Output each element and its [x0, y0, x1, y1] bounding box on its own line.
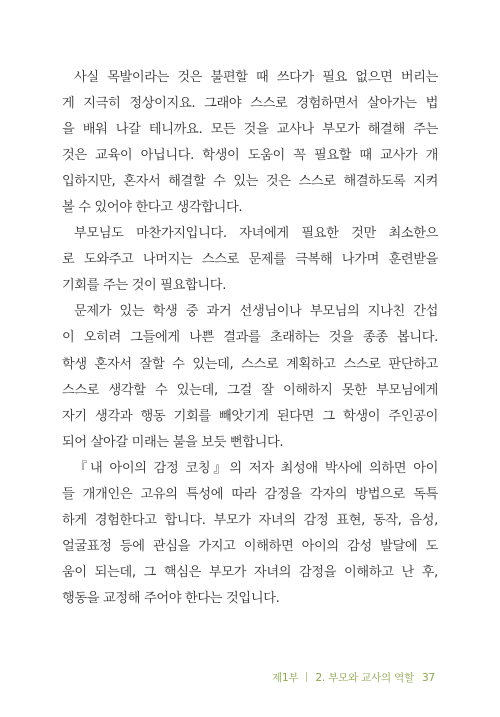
- text-line: 기회를 주는 것이 필요합니다.: [62, 278, 227, 294]
- text-line: 스스로 생각할 수 있는데, 그걸 잘 이해하지 못한 부모님에게: [62, 382, 438, 398]
- page-number: 37: [422, 672, 435, 684]
- text-line: 볼 수 있어야 한다고 생각합니다.: [62, 200, 243, 216]
- text-line: 부모님도 마찬가지입니다. 자녀에게 필요한 것만 최소한으: [74, 226, 438, 242]
- text-line: 것은 교육이 아닙니다. 학생이 도움이 꼭 필요할 때 교사가 개: [62, 148, 438, 164]
- page-footer: [272, 670, 435, 685]
- text-line: 움이 되는데, 그 핵심은 부모가 자녀의 감정을 이해하고 난 후,: [62, 564, 438, 580]
- footer-divider: [306, 672, 307, 682]
- text-line: 로 도와주고 나머지는 스스로 문제를 극복해 나가며 훈련받을: [62, 252, 438, 268]
- text-line: 얼굴표정 등에 관심을 가지고 이해하면 아이의 감성 발달에 도: [62, 538, 438, 554]
- text-line: 입하지만, 혼자서 해결할 수 있는 것은 스스로 해결하도록 지켜: [62, 174, 438, 190]
- text-line: 을 배워 나갈 테니까요. 모든 것을 교사나 부모가 해결해 주는: [62, 122, 438, 138]
- body-text: [62, 65, 438, 612]
- text-line: 사실 목발이라는 것은 불편할 때 쓰다가 필요 없으면 버리는: [74, 70, 438, 85]
- text-line: 하게 경험한다고 합니다. 부모가 자녀의 감정 표현, 동작, 음성,: [62, 512, 438, 528]
- text-line: 행동을 교정해 주어야 한다는 것입니다.: [62, 590, 280, 606]
- text-line: 『내 아이의 감정 코칭』의 저자 최성애 박사에 의하면 아이: [74, 460, 438, 476]
- text-line: 되어 살아갈 미래는 불을 보듯 뻔합니다.: [62, 434, 284, 450]
- footer-part: 제1부: [272, 672, 299, 684]
- text-line: 문제가 있는 학생 중 과거 선생님이나 부모님의 지나친 간섭: [74, 304, 438, 320]
- text-line: 자기 생각과 행동 기회를 빼앗기게 된다면 그 학생이 주인공이: [62, 408, 438, 424]
- text-line: 들 개개인은 고유의 특성에 따라 감정을 각자의 방법으로 독특: [62, 486, 438, 502]
- footer-chapter: 2. 부모와 교사의 역할: [315, 672, 415, 684]
- text-line: 학생 혼자서 잘할 수 있는데, 스스로 계획하고 스스로 판단하고: [62, 356, 438, 372]
- text-line: 게 지극히 정상이지요. 그래야 스스로 경험하면서 살아가는 법: [62, 96, 438, 112]
- text-line: 이 오히려 그들에게 나쁜 결과를 초래하는 것을 종종 봅니다.: [62, 330, 438, 346]
